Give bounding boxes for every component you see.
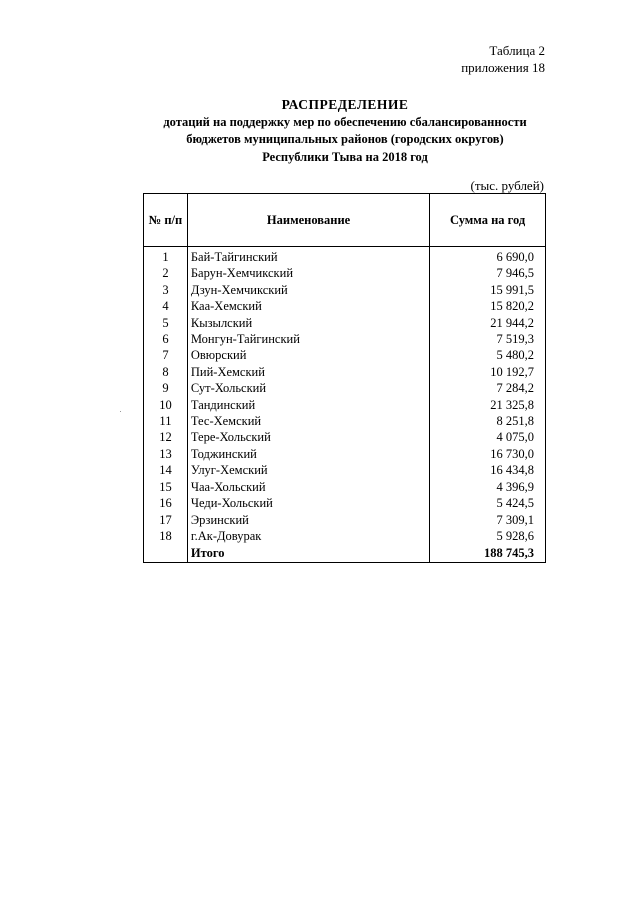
row-sum: 16 434,8	[430, 462, 546, 478]
header-num: № п/п	[144, 194, 188, 247]
row-sum: 6 690,0	[430, 247, 546, 266]
row-name: Овюрский	[187, 347, 429, 363]
row-number: 1	[144, 247, 188, 266]
annex-reference	[461, 42, 545, 76]
row-sum: 7 519,3	[430, 331, 546, 347]
document-title: РАСПРЕДЕЛЕНИЕ	[281, 97, 409, 112]
row-number: 2	[144, 265, 188, 281]
row-sum: 7 284,2	[430, 380, 546, 396]
distribution-table	[143, 193, 546, 563]
row-name: Тере-Хольский	[187, 429, 429, 445]
table-row	[144, 528, 546, 544]
scan-speck	[120, 411, 121, 412]
row-sum: 5 424,5	[430, 495, 546, 511]
row-sum: 5 480,2	[430, 347, 546, 363]
row-number: 14	[144, 462, 188, 478]
row-sum: 15 991,5	[430, 282, 546, 298]
total-sum: 188 745,3	[430, 544, 546, 563]
row-name: Бай-Тайгинский	[187, 247, 429, 266]
annex-table-number: Таблица 2	[489, 43, 545, 58]
row-sum: 21 325,8	[430, 397, 546, 413]
table-row	[144, 331, 546, 347]
row-name: Улуг-Хемский	[187, 462, 429, 478]
row-sum: 5 928,6	[430, 528, 546, 544]
header-name: Наименование	[187, 194, 429, 247]
table-total-row	[144, 544, 546, 563]
row-name: Тес-Хемский	[187, 413, 429, 429]
table-row	[144, 462, 546, 478]
row-name: Тоджинский	[187, 446, 429, 462]
row-name: Пий-Хемский	[187, 364, 429, 380]
table-row	[144, 247, 546, 266]
table-row	[144, 413, 546, 429]
document-subtitle-line-3: Республики Тыва на 2018 год	[262, 149, 428, 164]
total-number	[144, 544, 188, 563]
total-label: Итого	[187, 544, 429, 563]
table-row	[144, 265, 546, 281]
table-row	[144, 429, 546, 445]
document-heading	[130, 96, 560, 166]
row-sum: 16 730,0	[430, 446, 546, 462]
row-name: Тандинский	[187, 397, 429, 413]
row-name: Дзун-Хемчикский	[187, 282, 429, 298]
row-name: Эрзинский	[187, 512, 429, 528]
row-name: Каа-Хемский	[187, 298, 429, 314]
row-name: Кызылский	[187, 315, 429, 331]
row-number: 13	[144, 446, 188, 462]
row-number: 6	[144, 331, 188, 347]
annex-appendix-number: приложения 18	[461, 60, 545, 75]
row-name: г.Ак-Довурак	[187, 528, 429, 544]
row-sum: 4 396,9	[430, 479, 546, 495]
row-number: 15	[144, 479, 188, 495]
unit-note: (тыс. рублей)	[470, 178, 544, 193]
row-number: 16	[144, 495, 188, 511]
row-number: 9	[144, 380, 188, 396]
row-sum: 7 946,5	[430, 265, 546, 281]
row-sum: 4 075,0	[430, 429, 546, 445]
table-row	[144, 315, 546, 331]
row-number: 5	[144, 315, 188, 331]
row-number: 17	[144, 512, 188, 528]
row-number: 11	[144, 413, 188, 429]
table-row	[144, 397, 546, 413]
row-sum: 7 309,1	[430, 512, 546, 528]
table-row	[144, 380, 546, 396]
table-row	[144, 347, 546, 363]
row-number: 10	[144, 397, 188, 413]
row-number: 7	[144, 347, 188, 363]
table-header-row	[144, 194, 546, 247]
document-subtitle-line-2: бюджетов муниципальных районов (городских округов)	[186, 132, 504, 146]
row-sum: 15 820,2	[430, 298, 546, 314]
table-row	[144, 446, 546, 462]
row-number: 4	[144, 298, 188, 314]
row-sum: 8 251,8	[430, 413, 546, 429]
row-name: Монгун-Тайгинский	[187, 331, 429, 347]
row-name: Сут-Хольский	[187, 380, 429, 396]
row-number: 8	[144, 364, 188, 380]
row-number: 18	[144, 528, 188, 544]
row-name: Чеди-Хольский	[187, 495, 429, 511]
table-row	[144, 282, 546, 298]
row-name: Чаа-Хольский	[187, 479, 429, 495]
document-subtitle-line-1: дотаций на поддержку мер по обеспечению сбалансированности	[163, 114, 527, 129]
row-sum: 21 944,2	[430, 315, 546, 331]
row-name: Барун-Хемчикский	[187, 265, 429, 281]
row-sum: 10 192,7	[430, 364, 546, 380]
table-row	[144, 479, 546, 495]
row-number: 3	[144, 282, 188, 298]
table-row	[144, 298, 546, 314]
table-row	[144, 495, 546, 511]
row-number: 12	[144, 429, 188, 445]
table-row	[144, 364, 546, 380]
table-row	[144, 512, 546, 528]
table-body	[144, 247, 546, 563]
header-sum: Сумма на год	[430, 194, 546, 247]
